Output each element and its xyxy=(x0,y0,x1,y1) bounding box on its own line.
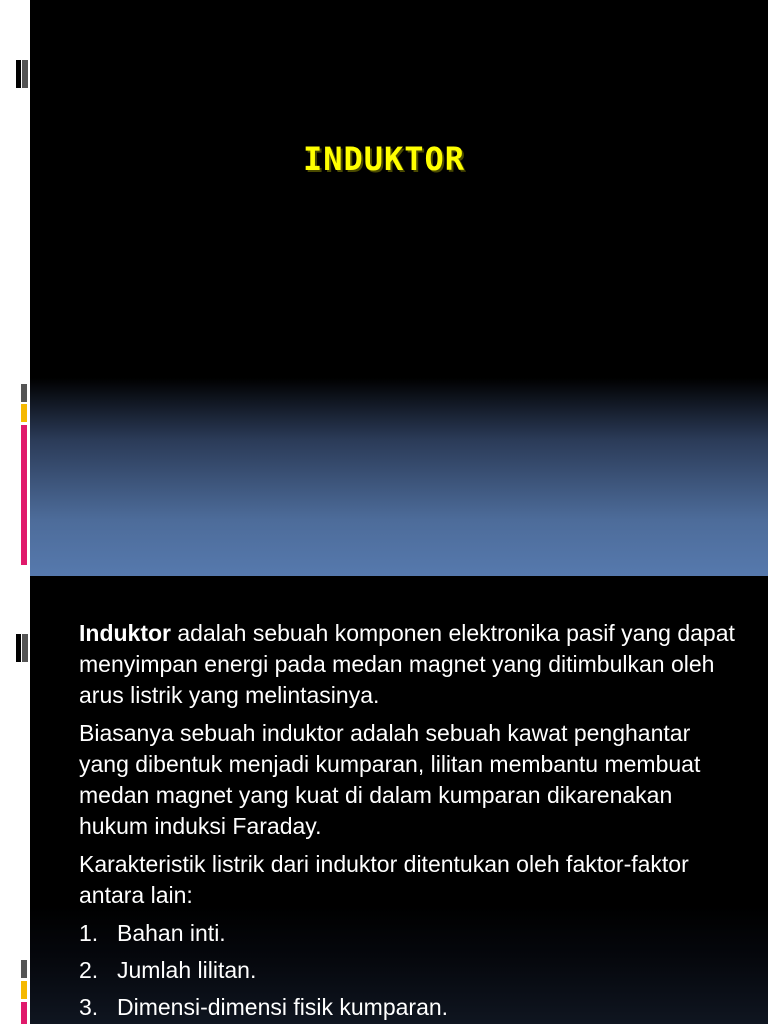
paragraph-text: Karakteristik listrik dari induktor ditentukan oleh faktor-faktor antara lain: xyxy=(79,851,689,908)
edge-mark-gray xyxy=(22,60,28,88)
slide-edge-strip xyxy=(0,0,30,576)
content-slide xyxy=(0,576,768,1024)
list-number: 2. xyxy=(79,957,99,983)
list-item xyxy=(79,918,739,949)
list-number: 1. xyxy=(79,920,99,946)
list-item xyxy=(79,992,739,1023)
accent-bar-gray xyxy=(21,384,27,402)
paragraph-definition xyxy=(79,618,739,711)
list-number: 3. xyxy=(79,994,99,1020)
edge-mark-gray xyxy=(22,634,28,662)
paragraph-description xyxy=(79,718,739,842)
paragraph-text: Biasanya sebuah induktor adalah sebuah kawat penghantar yang dibentuk menjadi kumparan, lilitan membantu membuat medan magnet yang kuat di dalam kumparan dikarenakan hukum induksi Faraday. xyxy=(79,720,701,839)
accent-bar-pink xyxy=(21,425,27,565)
bold-term: Induktor xyxy=(79,620,171,646)
list-text: Dimensi-dimensi fisik kumparan. xyxy=(117,994,449,1020)
list-text: Bahan inti. xyxy=(117,920,226,946)
edge-mark-black xyxy=(16,60,21,88)
accent-bar-yellow xyxy=(21,404,27,422)
list-text: Jumlah lilitan. xyxy=(117,957,257,983)
list-item xyxy=(79,955,739,986)
slide-body xyxy=(79,618,739,1024)
accent-bar-pink xyxy=(21,1002,27,1024)
accent-bar-gray xyxy=(21,960,27,978)
slide-title: INDUKTOR xyxy=(302,140,466,178)
paragraph-characteristics xyxy=(79,849,739,911)
edge-mark-black xyxy=(16,634,21,662)
factor-list xyxy=(79,918,739,1023)
slide-edge-strip xyxy=(0,576,30,1024)
paragraph-text: adalah sebuah komponen elektronika pasif yang dapat menyimpan energi pada medan magnet yang ditimbulkan oleh arus listrik yang melintasinya. xyxy=(79,620,735,708)
accent-bar-yellow xyxy=(21,981,27,999)
